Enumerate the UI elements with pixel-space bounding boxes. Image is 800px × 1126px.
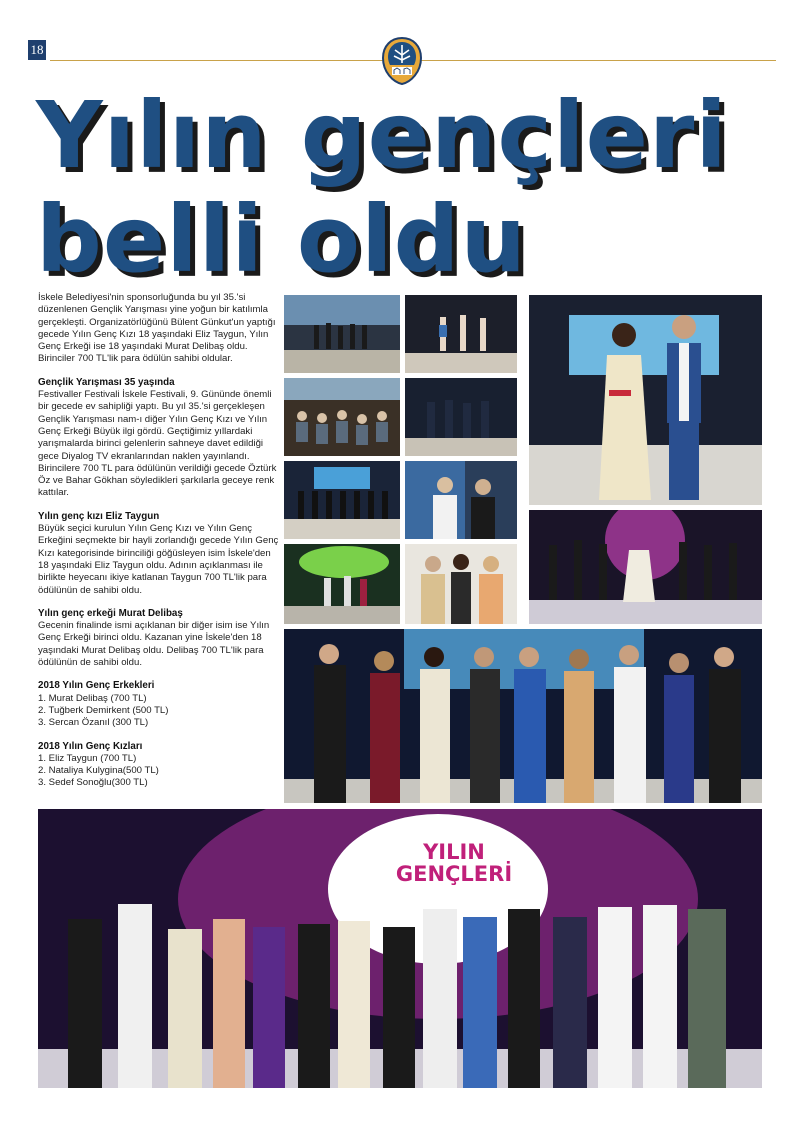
intro-paragraph: İskele Belediyesi'nin sponsorluğunda bu yıl 35.'si düzenlenen Gençlik Yarışması yine yoğun bir katılımla gerçekleşti. Organizatörlüğünü Bülent Günkut'un yaptığı gecede Yılın Genç Kızı 18 yaşındaki Eliz Taygun, Yılın Genç Erkeği ise 18 yaşındaki Murat Delibaş oldu. Birinciler 700 TL'lik para ödülün sahibi oldular. [38, 292, 276, 365]
headline [36, 84, 728, 292]
stage-group-photo [38, 809, 762, 1088]
winners-list [38, 693, 280, 730]
section-paragraph: Büyük seçici kurulun Yılın Genç Kızı ve Yılın Genç Erkeğini seçmekte bir hayli zorlandığı gecede Yılın Genç Kızı kategorisinde birinciliği göğüsleyen isim İskele'den 18 yaşındaki Eliz Taygun oldu. Adının açıklanması ile birlikte heyecanı ikiye katlanan Taygun 700 TL'lik para ödülünün de sahibi oldu. [38, 523, 279, 596]
event-photo [284, 378, 400, 456]
municipality-emblem-icon [381, 36, 423, 86]
list-item: 2. Nataliya Kulygina(500 TL) [38, 765, 159, 777]
section-heading: Yılın genç kızı Eliz Taygun [38, 510, 160, 522]
winners-list [38, 753, 280, 790]
article-body [38, 292, 280, 801]
event-photo [405, 461, 517, 539]
headline-line-1: Yılın gençleri [36, 82, 728, 189]
list-item: 1. Murat Delibaş (700 TL) [38, 692, 147, 704]
stage-banner-line-2: GENÇLERİ [395, 862, 513, 886]
headline-line-2: belli oldu [36, 186, 527, 293]
event-photo [284, 295, 400, 373]
page-number: 18 [28, 40, 46, 60]
section-heading: Gençlik Yarışması 35 yaşında [38, 376, 175, 388]
section-paragraph: Gecenin finalinde ismi açıklanan bir diğer isim ise Yılın Genç Erkeği birinci oldu. Kazanan yine İskele'den 18 yaşındaki Murat Delibaş oldu. Delibaş 700 TL'lik para ödülünün de sahibi oldu. [38, 620, 270, 669]
winners-list-heading: 2018 Yılın Genç Kızları [38, 740, 143, 752]
stage-photo [529, 510, 762, 624]
list-item: 2. Tuğberk Demirkent (500 TL) [38, 704, 169, 716]
list-item: 3. Sercan Özanıl (300 TL) [38, 717, 149, 729]
stage-banner [384, 841, 524, 885]
list-item: 1. Eliz Taygun (700 TL) [38, 752, 137, 764]
section-paragraph: Festivaller Festivali İskele Festivali, 9. Gününde önemli bir gecede ev sahipliği yaptı. Bu yıl 35.'si gerçekleşen Gençlik Yarışması nam-ı diğer Yılın Genç Kızı ve Yılın Genç Erkeği Büyük ilgi gördü. Geçtiğimiz yıllardaki yarışmalarda birinci gelenlerin sahneye davet edildiği gece Diyalog TV ekranlarından naklen yayınlandı. Birincilere 700 TL para ödülünün verildiği gecede Öztürk Öz ve Bahar Gökhan söyledikleri şarkılarla geceye renk kattılar. [38, 389, 277, 499]
event-photo [405, 378, 517, 456]
stage-banner-line-1: YILIN [423, 840, 485, 864]
list-item: 3. Sedef Sonoğlu(300 TL) [38, 777, 148, 789]
event-photo [284, 544, 400, 624]
winners-list-heading: 2018 Yılın Genç Erkekleri [38, 680, 155, 692]
winners-photo [529, 295, 762, 505]
section-heading: Yılın genç erkeği Murat Delibaş [38, 607, 183, 619]
event-photo [284, 461, 400, 539]
group-photo [284, 629, 762, 803]
event-photo [405, 295, 517, 373]
event-photo [405, 544, 517, 624]
